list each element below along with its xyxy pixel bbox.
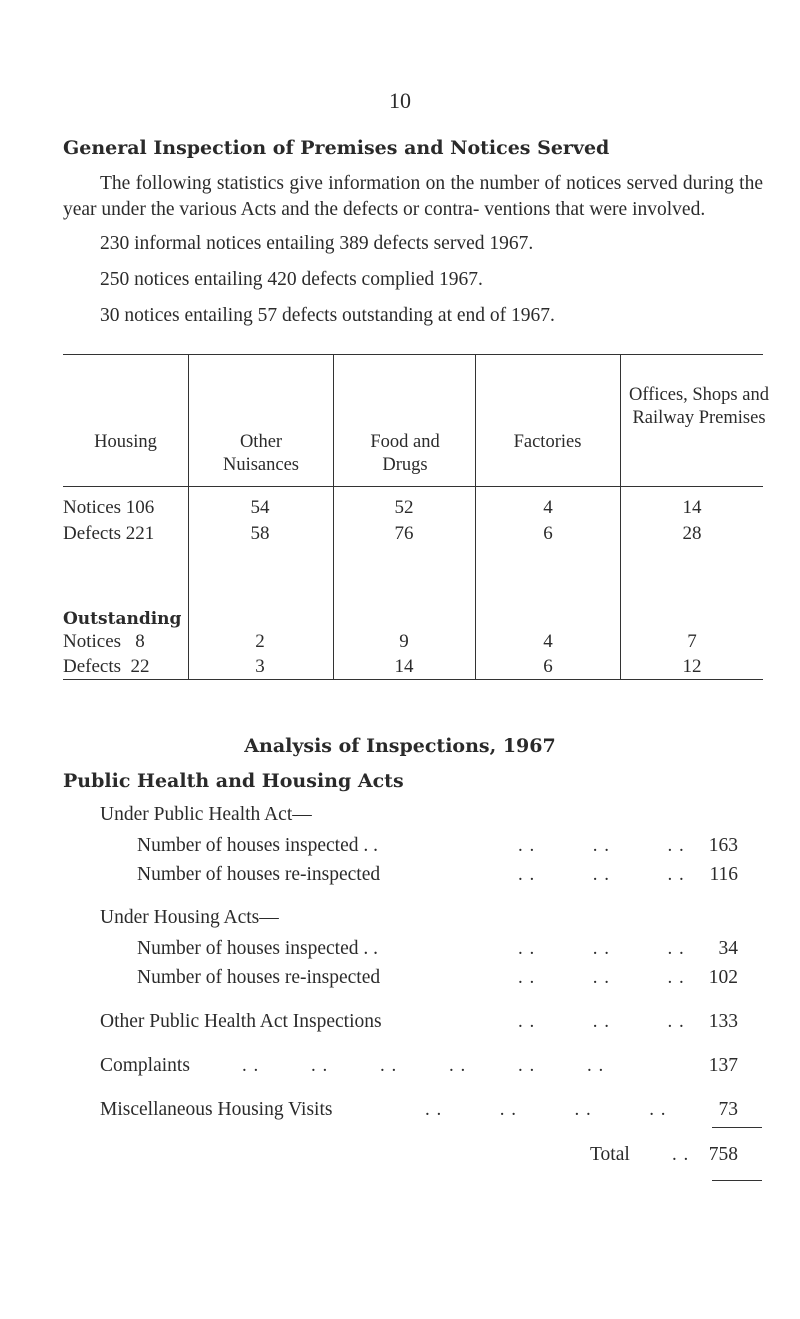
page-number: 10 — [389, 88, 411, 113]
table-cell: 6 — [543, 523, 553, 544]
public-health-heading: Under Public Health Act— — [100, 804, 312, 825]
item-leader-dots: . . . . . . — [518, 1011, 685, 1032]
table-divider — [475, 354, 476, 679]
row-label: Notices 106 — [63, 497, 155, 518]
item-label: Number of houses inspected . . — [137, 938, 378, 959]
row-label: Defects 221 — [63, 523, 155, 544]
header-housing: Housing — [94, 432, 157, 452]
total-rule-bottom — [712, 1180, 762, 1181]
table-cell: 76 — [394, 523, 414, 544]
item-label: Complaints — [100, 1055, 190, 1076]
housing-heading: Under Housing Acts— — [100, 907, 279, 928]
item-leader-dots: . . . . . . . . — [425, 1099, 667, 1120]
table-divider — [620, 354, 621, 679]
item-value: 133 — [708, 1011, 738, 1032]
item-leader-dots: . . . . . . — [518, 864, 685, 885]
table-divider — [188, 354, 189, 679]
table-cell: 3 — [255, 656, 265, 677]
summary-line-outstanding: 30 notices entailing 57 defects outstanding at end of 1967. — [100, 305, 555, 326]
table-cell: 14 — [394, 656, 414, 677]
item-leader-dots: . . . . . . — [518, 835, 685, 856]
table-top-rule — [63, 354, 763, 355]
item-label: Other Public Health Act Inspections — [100, 1011, 382, 1032]
table-header-rule — [63, 486, 763, 487]
table-cell: 52 — [394, 497, 414, 518]
table-cell: 2 — [255, 631, 265, 652]
item-label: Number of houses inspected . . — [137, 835, 378, 856]
table-cell: 12 — [682, 656, 702, 677]
summary-line-served: 230 informal notices entailing 389 defects served 1967. — [100, 233, 534, 254]
page-title: General Inspection of Premises and Notices Served — [63, 137, 610, 159]
header-other-nuisances: Other Nuisances — [222, 432, 300, 475]
item-value: 116 — [709, 864, 738, 885]
row-label: Defects 22 — [63, 656, 150, 677]
header-food-and-drugs: Food and Drugs — [370, 432, 440, 475]
table-bottom-rule — [63, 679, 763, 680]
total-rule-top — [712, 1127, 762, 1128]
intro-paragraph: The following statistics give information on the number of notices served during the year under the various Acts and the defects or contra- ventions that were involved. — [63, 173, 763, 220]
header-factories: Factories — [513, 432, 582, 452]
table-cell: 28 — [682, 523, 702, 544]
item-label: Number of houses re-inspected — [137, 967, 381, 988]
table-cell: 6 — [543, 656, 553, 677]
table-cell: 54 — [250, 497, 270, 518]
item-value: 73 — [718, 1099, 738, 1120]
total-leader-dots: . . — [672, 1144, 690, 1165]
item-value: 34 — [718, 938, 738, 959]
total-label: Total — [590, 1144, 630, 1165]
table-cell: 4 — [543, 497, 553, 518]
header-offices-shops: Offices, Shops and Railway Premises — [629, 385, 769, 428]
item-label: Number of houses re-inspected — [137, 864, 381, 885]
analysis-title: Analysis of Inspections, 1967 — [244, 735, 556, 757]
item-value: 102 — [708, 967, 738, 988]
table-cell: 4 — [543, 631, 553, 652]
analysis-subtitle: Public Health and Housing Acts — [63, 770, 404, 792]
outstanding-label: Outstanding — [63, 609, 182, 629]
table-cell: 58 — [250, 523, 270, 544]
summary-line-complied: 250 notices entailing 420 defects complied 1967. — [100, 269, 483, 290]
item-label: Miscellaneous Housing Visits — [100, 1099, 333, 1120]
item-leader-dots: . . . . . . — [518, 938, 685, 959]
table-cell: 9 — [399, 631, 409, 652]
table-cell: 14 — [682, 497, 702, 518]
row-label: Notices 8 — [63, 631, 145, 652]
total-value: 758 — [708, 1144, 738, 1165]
table-cell: 7 — [687, 631, 697, 652]
item-value: 163 — [708, 835, 738, 856]
item-leader-dots: . . . . . . . . . . . . — [242, 1055, 605, 1076]
item-leader-dots: . . . . . . — [518, 967, 685, 988]
item-value: 137 — [708, 1055, 738, 1076]
